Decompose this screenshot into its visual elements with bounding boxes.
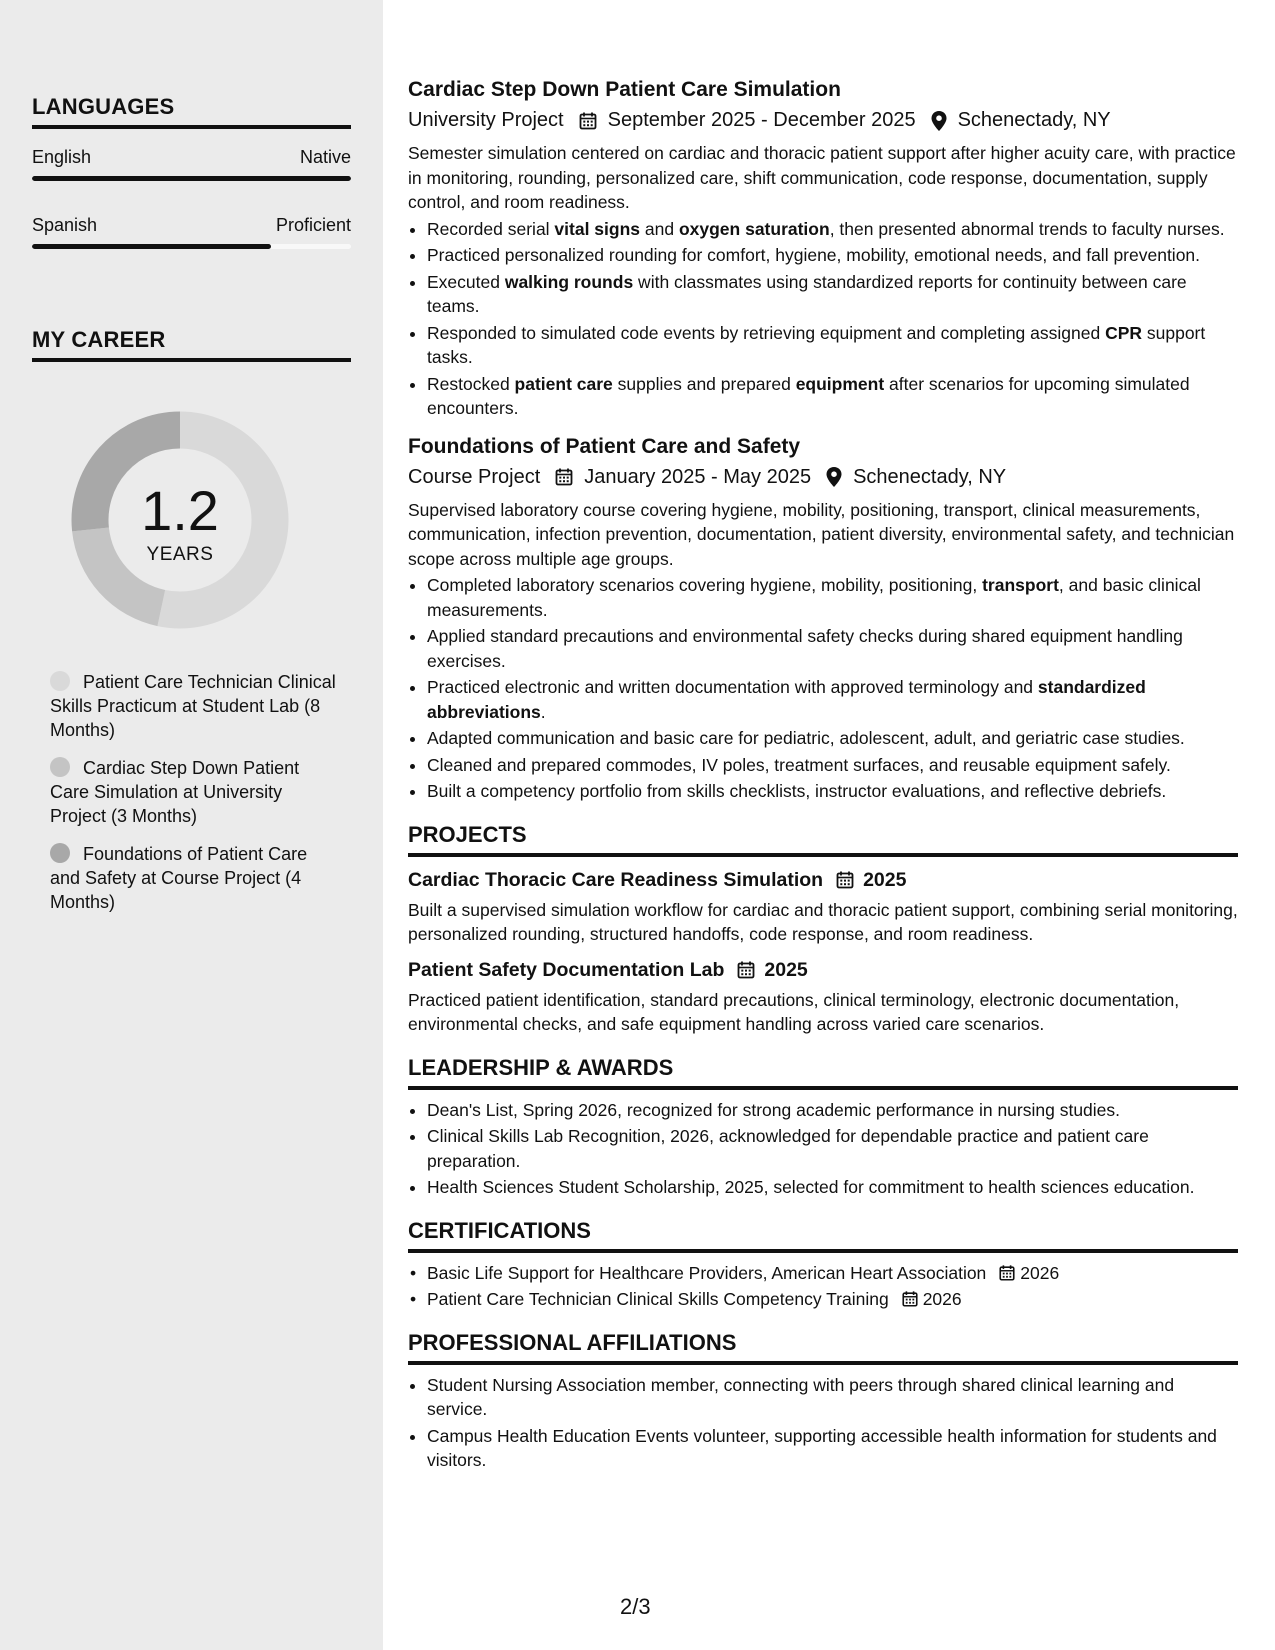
job-bullet xyxy=(427,243,1238,268)
project-year: 2025 xyxy=(863,868,907,891)
bullet-text: Executed xyxy=(427,271,505,292)
language-level-bar xyxy=(32,244,351,249)
project-header xyxy=(408,959,1238,982)
experience-entry xyxy=(408,435,1238,804)
certification-year: 2026 xyxy=(1020,1262,1060,1283)
job-bullet xyxy=(427,779,1238,804)
certification-name: • Patient Care Technician Clinical Skills Competency Training xyxy=(427,1289,889,1309)
bullet-text: and xyxy=(640,218,679,239)
bullet-text: . xyxy=(540,701,546,722)
bullet-keyword: patient care xyxy=(514,373,613,394)
certification-year: 2026 xyxy=(922,1289,962,1309)
bullet-text: Applied standard precautions and environmental safety checks during shared equipment handling exercises. xyxy=(427,626,1183,671)
bullet-keyword: CPR xyxy=(1105,322,1143,343)
job-bullet xyxy=(427,624,1238,673)
list-item: • Dean's List, Spring 2026, recognized for strong academic performance in nursing studies. xyxy=(427,1098,1238,1123)
bullet-text: , then presented abnormal trends to faculty nurses. xyxy=(829,218,1225,239)
bullet-text: with classmates using standardized reports for continuity between care teams. xyxy=(427,271,1187,316)
bullet-text: after scenarios for upcoming simulated encounters. xyxy=(427,373,1190,418)
bullet-text: Restocked xyxy=(427,373,515,394)
project-entry xyxy=(408,959,1238,1037)
legend-dot xyxy=(50,757,70,777)
calendar-icon xyxy=(835,870,855,890)
job-meta xyxy=(408,466,1238,489)
calendar-icon xyxy=(578,111,598,131)
job-description: Supervised laboratory course covering hygiene, mobility, positioning, transport, clinical measurements, communication, infection prevention, documentation, patient diversity, environmental safety, and technician scope across multiple age groups. xyxy=(408,499,1235,569)
map-pin-icon xyxy=(825,466,843,488)
certification-item xyxy=(427,1287,1238,1312)
language-name: English xyxy=(32,147,92,167)
legend-label: Cardiac Step Down Patient Care Simulation at University Project (3 Months) xyxy=(50,758,300,826)
bullet-text: Responded to simulated code events by retrieving equipment and completing assigned xyxy=(427,322,1106,343)
bullet-text: , and basic clinical measurements. xyxy=(427,575,1201,620)
page-number: 2/3 xyxy=(620,1594,651,1619)
language-level-bar xyxy=(32,176,351,181)
job-organization: Course Project xyxy=(408,465,541,488)
job-location: Schenectady, NY xyxy=(853,465,1007,488)
job-title: Foundations of Patient Care and Safety xyxy=(408,434,801,458)
languages-title: LANGUAGES xyxy=(32,94,351,129)
bullet-text: Recorded serial xyxy=(427,218,555,239)
legend-item xyxy=(50,842,340,914)
main-content xyxy=(408,78,1238,1475)
certification-date xyxy=(901,1287,962,1312)
certification-date xyxy=(998,1261,1059,1286)
legend-label: Foundations of Patient Care and Safety at Course Project (4 Months) xyxy=(50,844,308,912)
job-bullet xyxy=(427,270,1238,319)
list-item: • Health Sciences Student Scholarship, 2025, selected for commitment to health sciences education. xyxy=(427,1175,1238,1200)
language-spanish xyxy=(32,215,351,249)
projects-list xyxy=(408,869,1238,1037)
leadership-list xyxy=(408,1098,1238,1200)
bullet-text: Practiced electronic and written documentation with approved terminology and xyxy=(427,677,1038,697)
bullet-keyword: walking rounds xyxy=(504,271,634,292)
bullet-keyword: transport xyxy=(982,575,1059,595)
job-bullet xyxy=(427,217,1238,242)
job-bullet xyxy=(427,573,1238,622)
certifications-title: CERTIFICATIONS xyxy=(408,1218,1238,1253)
legend-item xyxy=(50,756,340,828)
certifications-list xyxy=(408,1261,1238,1312)
list-item: • Campus Health Education Events volunteer, supporting accessible health information for students and visitors. xyxy=(427,1424,1238,1473)
job-description: Semester simulation centered on cardiac and thoracic patient support after higher acuity care, with practice in monitoring, rounding, personalized care, shift communication, code response, documentation, supply control, and room readiness. xyxy=(408,143,1236,212)
project-year: 2025 xyxy=(764,958,808,981)
list-item: • Student Nursing Association member, connecting with peers through shared clinical learning and service. xyxy=(427,1373,1238,1422)
job-dates: January 2025 - May 2025 xyxy=(584,465,812,488)
job-bullets xyxy=(408,217,1238,421)
calendar-icon xyxy=(998,1264,1016,1282)
legend-dot xyxy=(50,671,70,691)
affiliations-title: PROFESSIONAL AFFILIATIONS xyxy=(408,1330,1238,1365)
language-name: Spanish xyxy=(32,215,98,235)
job-bullet xyxy=(427,321,1238,370)
language-level: Native xyxy=(299,147,351,167)
project-name: Cardiac Thoracic Care Readiness Simulation xyxy=(408,868,824,891)
bullet-text: Adapted communication and basic care for pediatric, adolescent, adult, and geriatric case studies. xyxy=(427,728,1185,748)
bullet-keyword: equipment xyxy=(795,373,885,394)
project-name: Patient Safety Documentation Lab xyxy=(408,958,725,981)
career-years-unit: YEARS xyxy=(146,544,214,565)
job-bullets xyxy=(408,573,1238,804)
career-legend xyxy=(50,670,340,914)
job-title: Cardiac Step Down Patient Care Simulation xyxy=(408,78,841,101)
bullet-keyword: oxygen saturation xyxy=(678,218,830,239)
bullet-text: Cleaned and prepared commodes, IV poles, treatment surfaces, and reusable equipment safely. xyxy=(427,754,1171,775)
affiliations-list xyxy=(408,1373,1238,1473)
project-description: Practiced patient identification, standard precautions, clinical terminology, electronic documentation, environmental checks, and safe equipment handling across varied care scenarios. xyxy=(408,989,1180,1034)
career-title: MY CAREER xyxy=(32,327,351,362)
job-dates: September 2025 - December 2025 xyxy=(607,109,916,131)
calendar-icon xyxy=(901,1290,919,1308)
bullet-keyword: vital signs xyxy=(554,218,641,239)
bullet-text: supplies and prepared xyxy=(612,373,796,394)
bullet-text: Practiced personalized rounding for comfort, hygiene, mobility, emotional needs, and fall prevention. xyxy=(427,245,1201,265)
job-bullet xyxy=(427,372,1238,421)
bullet-text: Built a competency portfolio from skills checklists, instructor evaluations, and reflective debriefs. xyxy=(427,781,1167,801)
projects-title: PROJECTS xyxy=(408,822,1238,857)
map-pin-icon xyxy=(930,110,948,132)
calendar-icon xyxy=(554,467,574,487)
project-header xyxy=(408,869,1238,892)
experience-entry xyxy=(408,78,1238,421)
job-bullet xyxy=(427,753,1238,778)
language-level: Proficient xyxy=(275,215,351,235)
project-entry xyxy=(408,869,1238,947)
job-bullet xyxy=(427,675,1238,724)
certification-name: • Basic Life Support for Healthcare Providers, American Heart Association xyxy=(427,1262,987,1283)
bullet-text: Completed laboratory scenarios covering hygiene, mobility, positioning, xyxy=(427,575,983,595)
job-meta xyxy=(408,109,1238,132)
leadership-title: LEADERSHIP & AWARDS xyxy=(408,1055,1238,1090)
sidebar xyxy=(0,0,383,1650)
career-years-value: 1.2 xyxy=(141,479,219,542)
project-description: Built a supervised simulation workflow for cardiac and thoracic patient support, combining serial monitoring, personalized rounding, structured handoffs, code response, and room readiness. xyxy=(408,899,1238,944)
legend-label: Patient Care Technician Clinical Skills Practicum at Student Lab (8 Months) xyxy=(50,672,336,740)
calendar-icon xyxy=(736,960,756,980)
bullet-text: support tasks. xyxy=(427,322,1206,367)
job-bullet xyxy=(427,726,1238,751)
legend-dot xyxy=(50,843,70,863)
legend-item xyxy=(50,670,340,742)
list-item: • Clinical Skills Lab Recognition, 2026, acknowledged for dependable practice and patient care preparation. xyxy=(427,1124,1238,1173)
language-english xyxy=(32,147,351,181)
job-location: Schenectady, NY xyxy=(957,109,1111,131)
career-donut-chart xyxy=(66,406,294,634)
bullet-keyword: standardized abbreviations xyxy=(427,677,1146,722)
experience-section xyxy=(408,78,1238,804)
certification-item xyxy=(427,1261,1238,1286)
job-organization: University Project xyxy=(408,109,564,131)
